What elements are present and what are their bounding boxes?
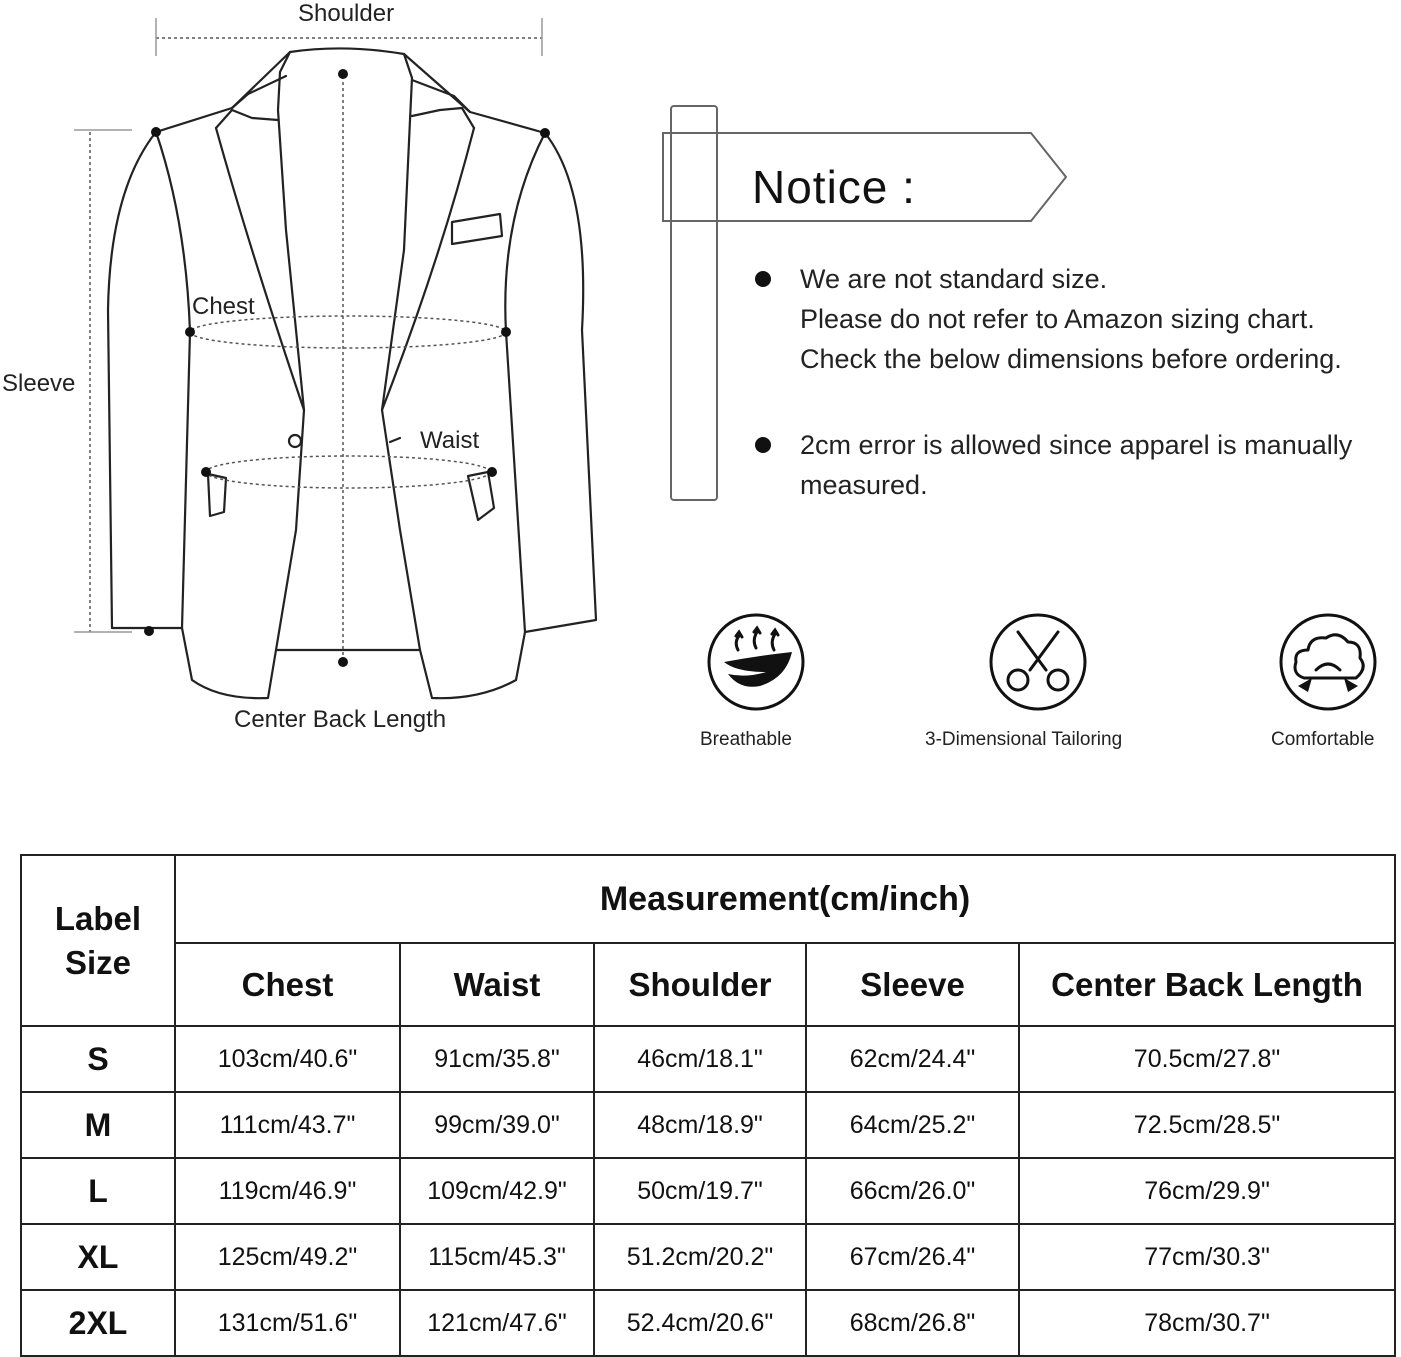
table-cell: 68cm/26.8" <box>806 1290 1019 1356</box>
size-cell: L <box>21 1158 175 1224</box>
notice-line: We are not standard size. <box>800 264 1108 294</box>
table-cell: 76cm/29.9" <box>1019 1158 1395 1224</box>
table-cell: 125cm/49.2" <box>175 1224 400 1290</box>
measurement-header: Measurement(cm/inch) <box>175 855 1395 943</box>
cloud-comfort-icon <box>1278 612 1378 712</box>
bullet-dot <box>755 437 771 453</box>
table-row <box>21 1224 1395 1290</box>
label-header-line1: Label <box>54 899 142 937</box>
table-cell: 72.5cm/28.5" <box>1019 1092 1395 1158</box>
column-header-shoulder: Shoulder <box>594 943 806 1026</box>
feature-label: Comfortable <box>1271 729 1375 750</box>
notice-line: 2cm error is allowed since apparel is manually <box>800 430 1353 460</box>
column-header-chest: Chest <box>175 943 400 1026</box>
shoulder-label: Shoulder <box>298 0 395 27</box>
waist-label: Waist <box>420 427 480 454</box>
size-cell: S <box>21 1026 175 1092</box>
table-cell: 64cm/25.2" <box>806 1092 1019 1158</box>
label-header-line2: Size <box>64 943 132 981</box>
table-cell: 99cm/39.0" <box>400 1092 594 1158</box>
chest-label: Chest <box>192 293 255 320</box>
table-cell: 70.5cm/27.8" <box>1019 1026 1395 1092</box>
notice-line: Check the below dimensions before ordering. <box>800 344 1342 374</box>
table-cell: 48cm/18.9" <box>594 1092 806 1158</box>
table-cell: 91cm/35.8" <box>400 1026 594 1092</box>
table-cell: 119cm/46.9" <box>175 1158 400 1224</box>
table-cell: 103cm/40.6" <box>175 1026 400 1092</box>
notice-title: Notice : <box>752 161 916 213</box>
bullet-dot <box>755 271 771 287</box>
table-cell: 109cm/42.9" <box>400 1158 594 1224</box>
table-cell: 131cm/51.6" <box>175 1290 400 1356</box>
table-cell: 62cm/24.4" <box>806 1026 1019 1092</box>
jacket-diagram <box>0 0 640 760</box>
size-cell: M <box>21 1092 175 1158</box>
table-cell: 51.2cm/20.2" <box>594 1224 806 1290</box>
column-header-waist: Waist <box>400 943 594 1026</box>
notice-line: measured. <box>800 470 928 500</box>
label-size-header <box>21 855 175 1026</box>
feature-label: Breathable <box>700 729 792 750</box>
table-cell: 115cm/45.3" <box>400 1224 594 1290</box>
table-cell: 78cm/30.7" <box>1019 1290 1395 1356</box>
breathable-icon <box>706 612 806 712</box>
size-cell: 2XL <box>21 1290 175 1356</box>
table-cell: 111cm/43.7" <box>175 1092 400 1158</box>
column-header-sleeve: Sleeve <box>806 943 1019 1026</box>
scissors-icon <box>988 612 1088 712</box>
table-cell: 66cm/26.0" <box>806 1158 1019 1224</box>
size-cell: XL <box>21 1224 175 1290</box>
table-cell: 52.4cm/20.6" <box>594 1290 806 1356</box>
table-cell: 46cm/18.1" <box>594 1026 806 1092</box>
sleeve-label: Sleeve <box>2 370 76 397</box>
table-cell: 121cm/47.6" <box>400 1290 594 1356</box>
notice-line: Please do not refer to Amazon sizing chart. <box>800 304 1315 334</box>
table-cell: 67cm/26.4" <box>806 1224 1019 1290</box>
size-table <box>20 854 1396 1357</box>
center-back-length-label: Center Back Length <box>234 706 447 733</box>
feature-label: 3-Dimensional Tailoring <box>925 729 1123 750</box>
table-row <box>21 1026 1395 1092</box>
table-row <box>21 1290 1395 1356</box>
table-cell: 50cm/19.7" <box>594 1158 806 1224</box>
table-row <box>21 1158 1395 1224</box>
table-cell: 77cm/30.3" <box>1019 1224 1395 1290</box>
table-row <box>21 1092 1395 1158</box>
column-header-center-back-length: Center Back Length <box>1019 943 1395 1026</box>
